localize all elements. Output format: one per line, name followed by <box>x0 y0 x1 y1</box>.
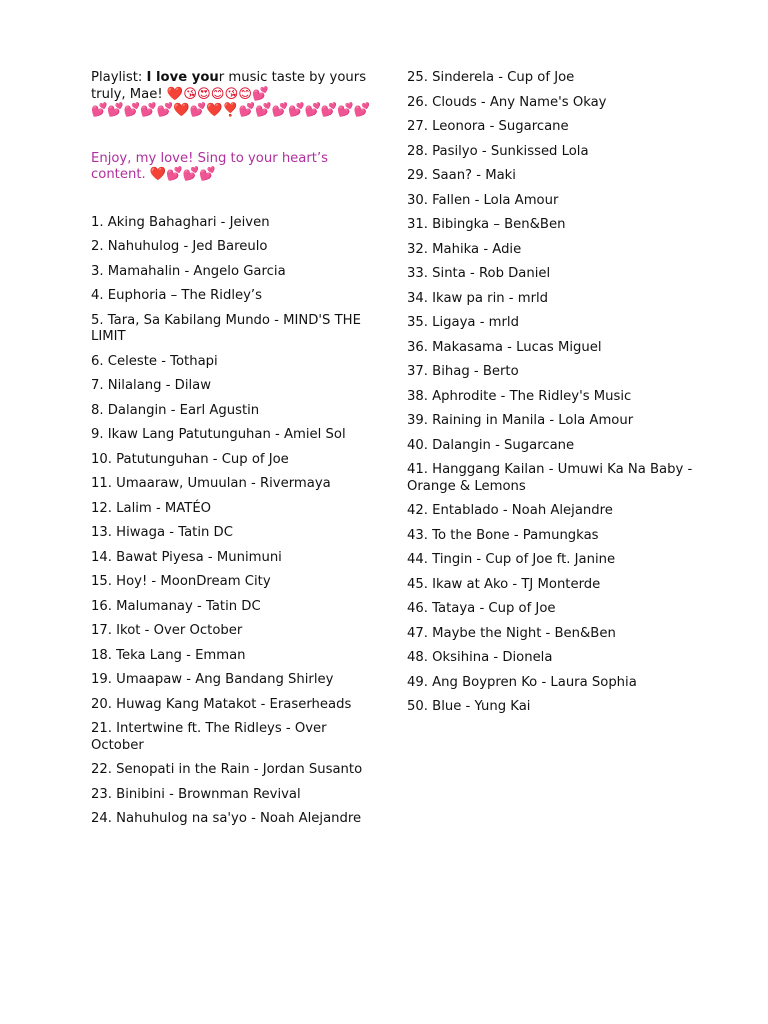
playlist-item: 39. Raining in Manila - Lola Amour <box>407 413 634 428</box>
playlist-item: 12. Lalim - MATÉO <box>91 500 212 516</box>
playlist-item: 45. Ikaw at Ako - TJ Monterde <box>407 576 601 592</box>
playlist-item: 43. To the Bone - Pamungkas <box>407 527 599 543</box>
playlist-item: 9. Ikaw Lang Patutunguhan - Amiel Sol <box>91 427 346 442</box>
playlist-item: 49. Ang Boypren Ko - Laura Sophia <box>407 674 637 690</box>
playlist-right <box>407 70 707 716</box>
playlist-item: 2. Nahuhulog - Jed Bareulo <box>91 239 268 254</box>
playlist-item: 11. Umaaraw, Umuulan - Rivermaya <box>91 476 331 491</box>
playlist-item: 42. Entablado - Noah Alejandre <box>407 503 613 518</box>
playlist-item: 3. Mamahalin - Angelo Garcia <box>91 263 286 279</box>
playlist-item: 25. Sinderela - Cup of Joe <box>407 70 575 85</box>
playlist-item: 27. Leonora - Sugarcane <box>407 119 569 134</box>
playlist-item: 48. Oksihina - Dionela <box>407 650 553 665</box>
playlist-item: 20. Huwag Kang Matakot - Eraserheads <box>91 696 352 712</box>
enjoy-heart-emoji: ❤️💕💕💕 <box>149 167 216 182</box>
playlist-item: 41. Hanggang Kailan - Umuwi Ka Na Baby - Orange & Lemons <box>407 462 693 494</box>
playlist-item: 18. Teka Lang - Emman <box>91 647 246 663</box>
playlist-item: 31. Bibingka – Ben&Ben <box>407 217 566 232</box>
playlist-item: 35. Ligaya - mrld <box>407 315 519 330</box>
playlist-item: 33. Sinta - Rob Daniel <box>407 266 551 281</box>
playlist-item: 21. Intertwine ft. The Ridleys - Over October <box>91 721 327 753</box>
playlist-item: 36. Makasama - Lucas Miguel <box>407 339 602 355</box>
playlist-item: 46. Tataya - Cup of Joe <box>407 601 556 616</box>
playlist-item: 37. Bihag - Berto <box>407 364 519 379</box>
playlist-item: 4. Euphoria – The Ridley’s <box>91 288 262 303</box>
playlist-item: 29. Saan? - Maki <box>407 168 516 183</box>
playlist-item: 34. Ikaw pa rin - mrld <box>407 290 549 306</box>
playlist-heading <box>91 70 373 120</box>
playlist-item: 47. Maybe the Night - Ben&Ben <box>407 625 616 641</box>
playlist-item: 38. Aphrodite - The Ridley's Music <box>407 388 632 404</box>
playlist-item: 17. Ikot - Over October <box>91 623 243 638</box>
playlist-item: 44. Tingin - Cup of Joe ft. Janine <box>407 552 616 567</box>
playlist-item: 28. Pasilyo - Sunkissed Lola <box>407 143 589 159</box>
right-column <box>407 70 707 724</box>
playlist-item: 5. Tara, Sa Kabilang Mundo - MIND'S THE LIMIT <box>91 312 361 344</box>
playlist-item: 24. Nahuhulog na sa'yo - Noah Alejandre <box>91 811 362 826</box>
heading-prefix: Playlist: <box>91 70 147 85</box>
left-column <box>91 70 373 836</box>
playlist-left <box>91 215 373 828</box>
playlist-item: 6. Celeste - Tothapi <box>91 353 218 369</box>
playlist-item: 32. Mahika - Adie <box>407 241 522 257</box>
heading-bold: I love you <box>146 70 219 85</box>
enjoy-message <box>91 151 373 184</box>
playlist-item: 19. Umaapaw - Ang Bandang Shirley <box>91 672 334 687</box>
playlist-item: 8. Dalangin - Earl Agustin <box>91 402 260 418</box>
playlist-item: 22. Senopati in the Rain - Jordan Susanto <box>91 762 363 777</box>
playlist-item: 16. Malumanay - Tatin DC <box>91 598 261 614</box>
heading-rest: r music taste by yours truly, Mae! <box>91 70 367 102</box>
playlist-item: 1. Aking Bahaghari - Jeiven <box>91 214 270 230</box>
heart-emoji-line-1: ❤️😘😍😊😘😊💕 <box>166 86 269 102</box>
playlist-item: 50. Blue - Yung Kai <box>407 699 531 714</box>
playlist-item: 13. Hiwaga - Tatin DC <box>91 525 233 540</box>
playlist-item: 30. Fallen - Lola Amour <box>407 192 559 208</box>
enjoy-text: Enjoy, my love! Sing to your heart’s content. <box>91 150 329 182</box>
playlist-item: 7. Nilalang - Dilaw <box>91 378 212 393</box>
playlist-item: 10. Patutunguhan - Cup of Joe <box>91 451 289 467</box>
playlist-item: 23. Binibini - Brownman Revival <box>91 786 301 802</box>
playlist-item: 26. Clouds - Any Name's Okay <box>407 94 607 110</box>
heart-emoji-line-2: 💕💕💕💕💕❤️💕❤️❣️💕💕💕💕💕💕💕💕 <box>91 103 371 118</box>
playlist-item: 14. Bawat Piyesa - Munimuni <box>91 549 282 565</box>
playlist-item: 40. Dalangin - Sugarcane <box>407 437 575 453</box>
playlist-item: 15. Hoy! - MoonDream City <box>91 574 271 589</box>
